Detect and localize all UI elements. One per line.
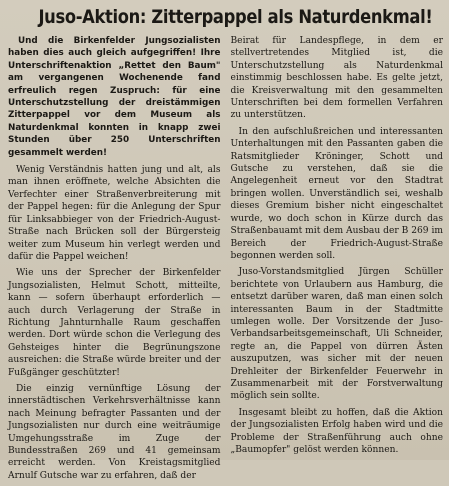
body-paragraph: Wie uns der Sprecher der Birkenfelder Jungsozialisten, Helmut Schott, mitteilte, kann — sofern überhaupt erforderlich — auch durch Verlagerung der Straße in Richtung Jahnturnhalle Raum geschaffen werden. Dort würde schon die Verlegung des Gehsteiges hinter die Begrünungszone ausreichen: die Straße würde breiter und der Fußgänger geschützter! (8, 268, 221, 378)
left-column (8, 35, 221, 486)
body-paragraph: Die einzig vernünftige Lösung der innerstädtischen Verkehrsverhältnisse kann nach Meinung befragter Passanten und der Jungsozialisten nur durch eine weiträumige Umgehungsstraße im Zuge der Bundesstraßen 269 und 41 gemeinsam erreicht werden. Von Kreistagsmitglied Arnulf Gutsche war zu erfahren, daß der (8, 383, 221, 481)
right-column (231, 35, 444, 486)
body-paragraph: Juso-Vorstandsmitglied Jürgen Schüller berichtete von Urlaubern aus Hamburg, die entsetzt darüber waren, daß man einen solch interessanten Baum in der Stadtmitte umlegen wolle. Der Vorsitzende der Juso-Verbandsarbeitsgemeinschaft, Uli Schneider, regte an, die Pappel von dürren Ästen auszuputzen, was sicher mit der neuen Drehleiter der Birkenfelder Feuerwehr in Zusammenarbeit mit der Forstverwaltung möglich sein sollte. (230, 267, 443, 402)
body-paragraph: Insgesamt bleibt zu hoffen, daß die Aktion der Jungsozialisten Erfolg haben wird und die Probleme der Straßenführung auch ohne „Baumopfer" gelöst werden können. (230, 407, 443, 455)
lead-paragraph: Und die Birkenfelder Jungsozialisten haben dies auch gleich aufgegriffen! Ihre Unterschriftenaktion „Rettet den Baum" am vergangenen Wochenende fand erfreulich regen Zuspruch: für eine Unterschutzstellung der dreistämmigen Zitterpappel vor dem Museum als Naturdenkmal konnten in knapp zwei Stunden über 250 Unterschriften gesammelt werden! (8, 36, 221, 158)
body-paragraph: Wenig Verständnis hatten jung und alt, als man ihnen eröffnete, welche Absichten die Verfechter einer Straßenverbreiterung mit der Pappel hegen: für die Anlegung der Spur für Linksabbieger von der Friedrich-August-Straße nach Brücken soll der Bürgersteig weiter zum Museum hin verlegt werden und dafür die Pappel weichen! (8, 165, 221, 262)
body-paragraph: In den aufschlußreichen und interessanten Unterhaltungen mit den Passanten gaben die Ratsmitglieder Kröninger, Schott und Gutsche zu verstehen, daß sie die Angelegenheit erneut vor den Stadtrat bringen wollen. Unverständlich sei, weshalb dieses Gremium bisher nicht eingeschaltet wurde, wo doch schon in Kürze durch das Straßenbauamt mit dem Ausbau der B 269 im Bereich der Friedrich-August-Straße begonnen werden soll. (230, 126, 443, 261)
headline: Juso-Aktion: Zitterpappel als Naturdenkmal! (38, 6, 433, 28)
article-body (8, 35, 443, 486)
body-paragraph-continued: Beirat für Landespflege, in dem er stellvertretendes Mitglied ist, die Unterschutzstellung als Naturdenkmal einstimmig beschlossen habe. Es gelte jetzt, die Kreisverwaltung mit den gesammelten Unterschriften bei dem formellen Verfahren zu unterstützen. (230, 36, 443, 121)
